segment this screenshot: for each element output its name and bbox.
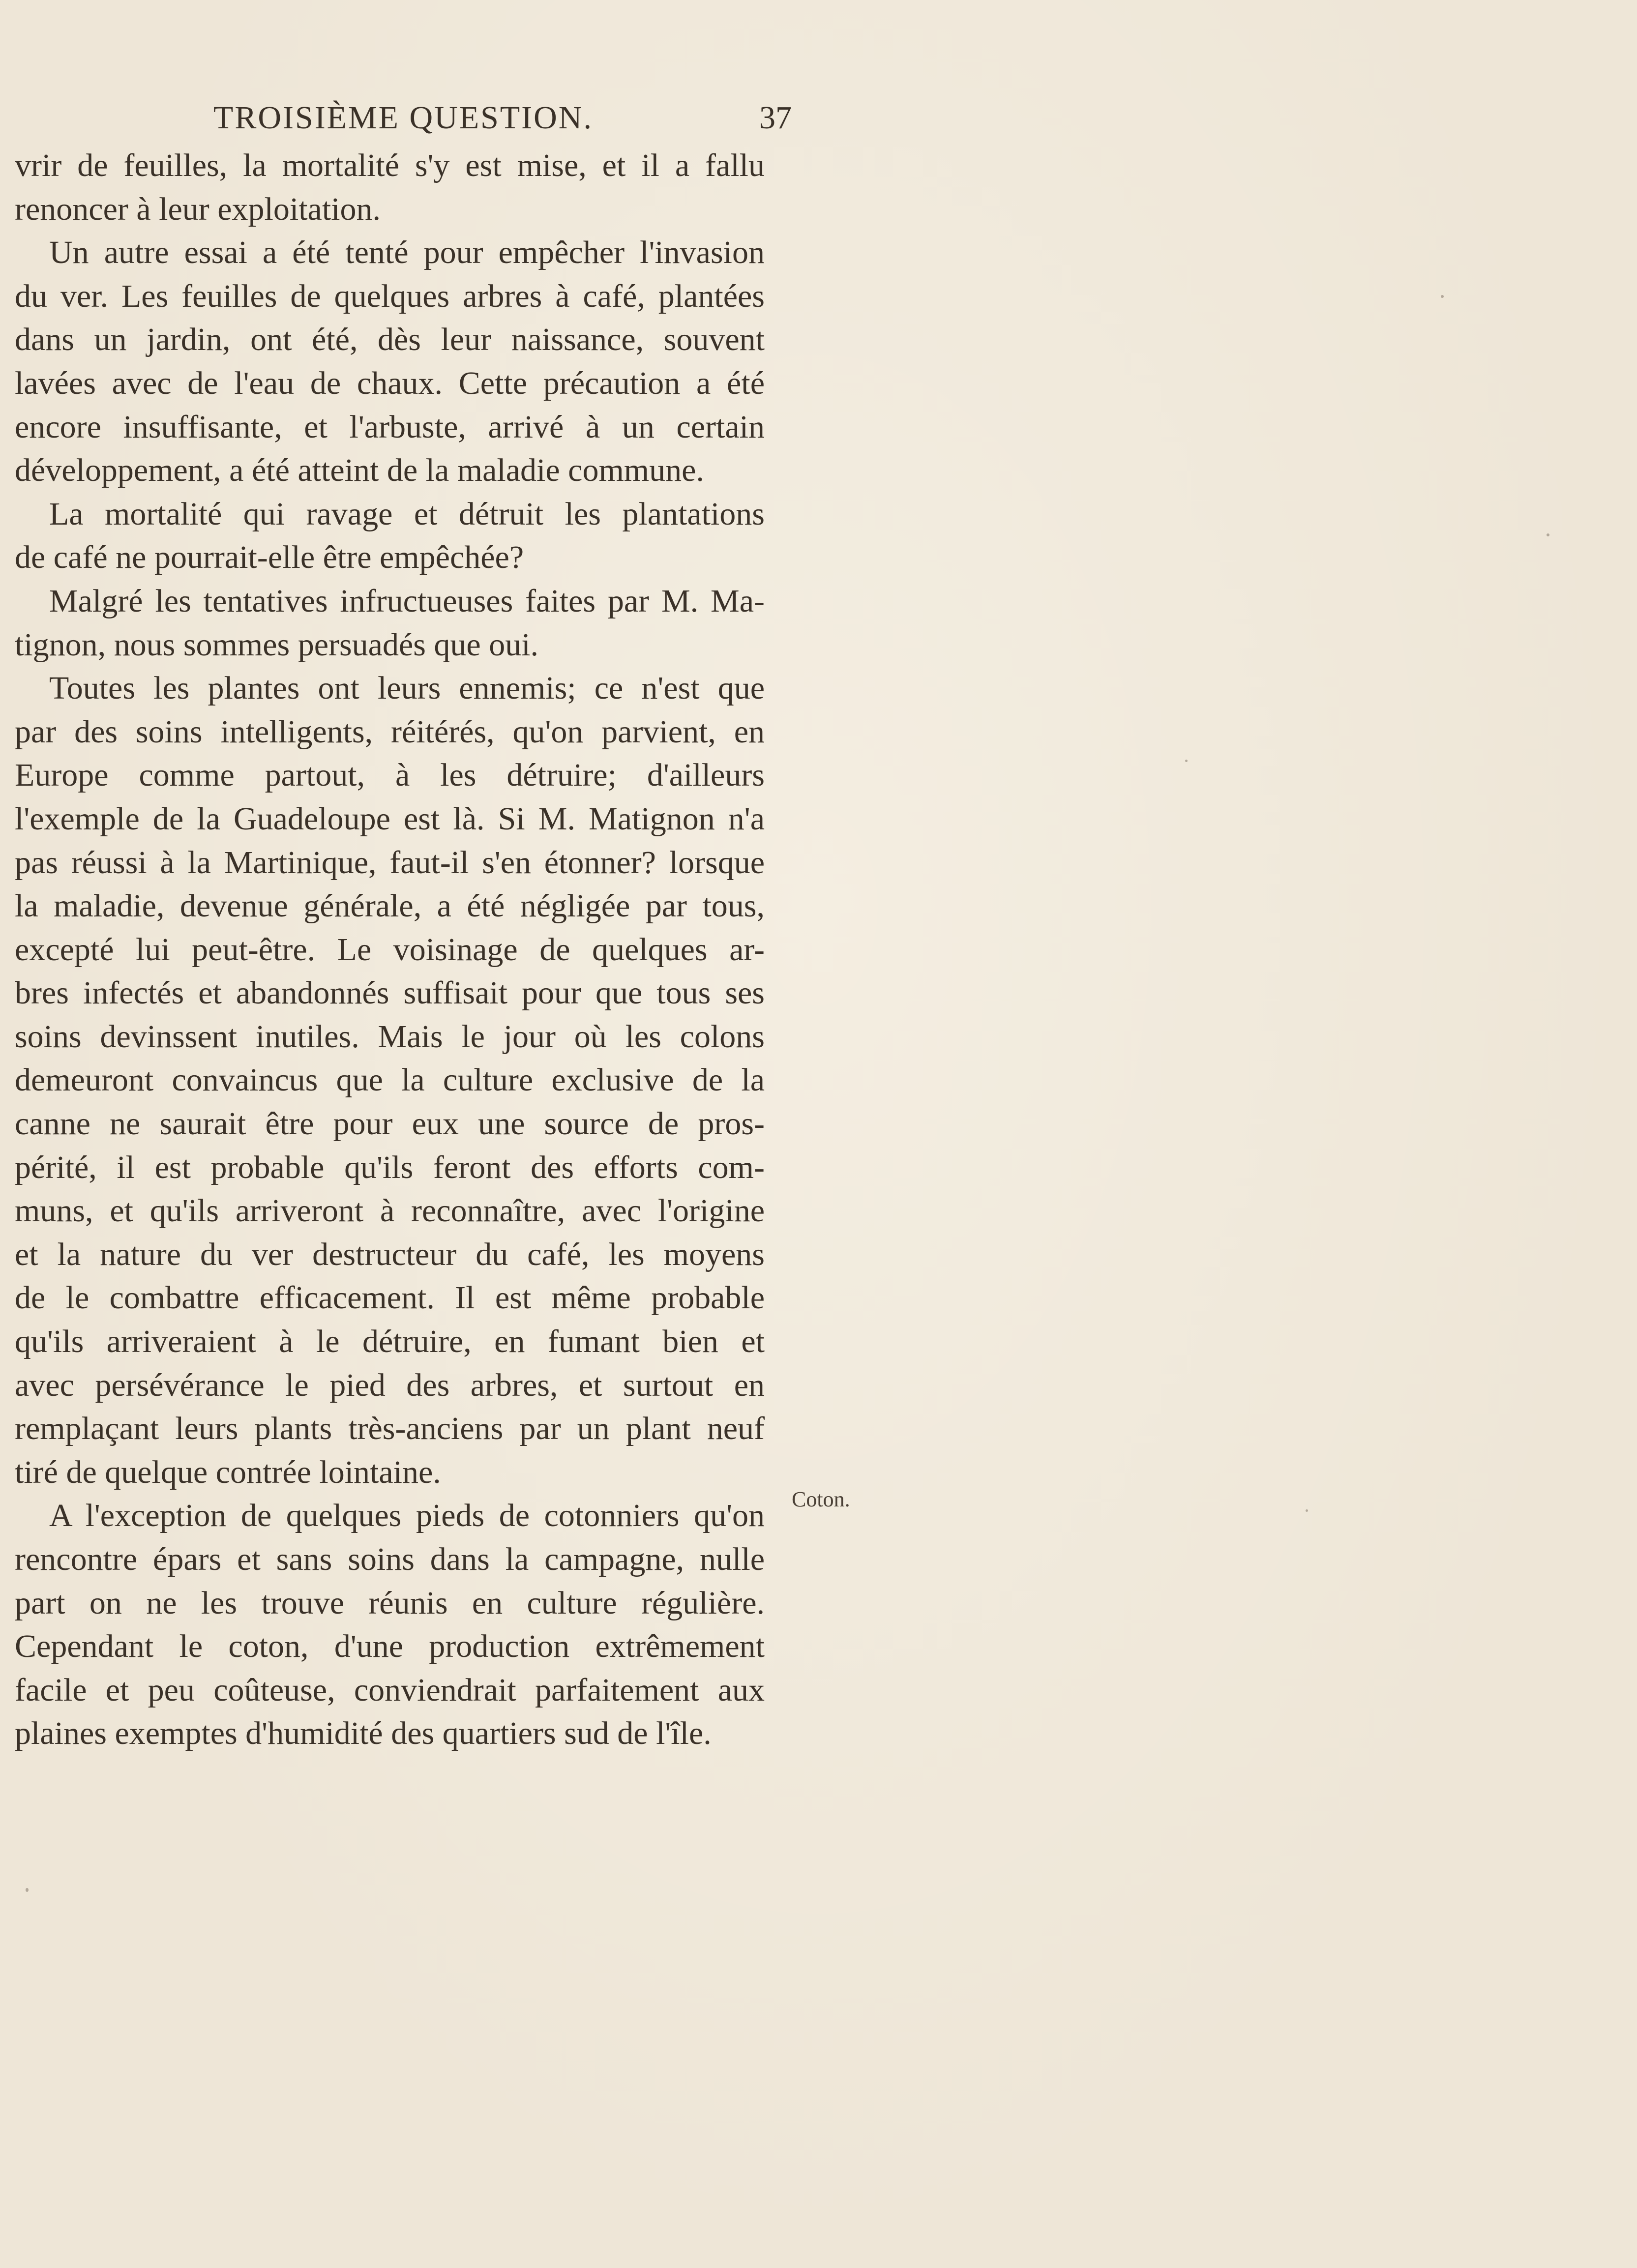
text-line: périté, il est probable qu'ils feront des efforts com- bbox=[15, 1149, 765, 1185]
text-line: bres infectés et abandonnés suffisait pour que tous ses bbox=[15, 975, 765, 1011]
text-line: tignon, nous sommes persuadés que oui. bbox=[15, 626, 539, 663]
text-line: renoncer à leur exploitation. bbox=[15, 191, 381, 227]
text-line: dans un jardin, ont été, dès leur naissance, souvent bbox=[15, 322, 765, 358]
text-line: la maladie, devenue générale, a été négligée par tous, bbox=[15, 888, 765, 924]
text-line: et la nature du ver destructeur du café, les moyens bbox=[15, 1236, 765, 1272]
paper-speck bbox=[1441, 295, 1444, 298]
text-line: facile et peu coûteuse, conviendrait parfaitement aux bbox=[15, 1672, 765, 1708]
text-line: La mortalité qui ravage et détruit les plantations bbox=[49, 496, 765, 532]
text-line: de le combattre efficacement. Il est même probable bbox=[15, 1280, 765, 1316]
text-line: muns, et qu'ils arriveront à reconnaître, avec l'origine bbox=[15, 1193, 765, 1229]
paper-speck bbox=[1547, 533, 1549, 536]
text-line: Malgré les tentatives infructueuses faites par M. Ma- bbox=[49, 583, 765, 619]
text-line: Toutes les plantes ont leurs ennemis; ce n'est que bbox=[49, 670, 765, 707]
text-line: avec persévérance le pied des arbres, et surtout en bbox=[15, 1367, 765, 1403]
text-line: développement, a été atteint de la maladie commune. bbox=[15, 452, 704, 489]
text-line: l'exemple de la Guadeloupe est là. Si M. Matignon n'a bbox=[15, 800, 765, 837]
body-text bbox=[15, 144, 765, 1756]
text-line: A l'exception de quelques pieds de cotonniers qu'on bbox=[49, 1498, 765, 1534]
text-line: du ver. Les feuilles de quelques arbres à café, plantées bbox=[15, 278, 765, 314]
text-line: Europe comme partout, à les détruire; d'ailleurs bbox=[15, 757, 765, 794]
marginal-note: Coton. bbox=[792, 1487, 850, 1511]
page-number: 37 bbox=[759, 100, 792, 136]
text-line: pas réussi à la Martinique, faut-il s'en étonner? lorsque bbox=[15, 844, 765, 881]
running-head bbox=[15, 96, 792, 140]
text-line: plaines exemptes d'humidité des quartiers sud de l'île. bbox=[15, 1715, 712, 1752]
running-title: TROISIÈME QUESTION. bbox=[213, 100, 593, 136]
text-line: de café ne pourrait-elle être empêchée? bbox=[15, 539, 524, 576]
text-line: encore insuffisante, et l'arbuste, arrivé à un certain bbox=[15, 409, 765, 445]
text-line: vrir de feuilles, la mortalité s'y est mise, et il a fallu bbox=[15, 147, 765, 183]
paper-speck bbox=[26, 1888, 29, 1892]
text-line: rencontre épars et sans soins dans la campagne, nulle bbox=[15, 1541, 765, 1577]
text-line: excepté lui peut-être. Le voisinage de quelques ar- bbox=[15, 931, 765, 968]
text-line: lavées avec de l'eau de chaux. Cette précaution a été bbox=[15, 365, 765, 401]
text-line: qu'ils arriveraient à le détruire, en fumant bien et bbox=[15, 1324, 765, 1360]
text-line: soins devinssent inutiles. Mais le jour où les colons bbox=[15, 1018, 765, 1055]
text-line: tiré de quelque contrée lointaine. bbox=[15, 1454, 441, 1490]
text-line: demeuront convaincus que la culture exclusive de la bbox=[15, 1062, 765, 1098]
text-line: Cependant le coton, d'une production extrêmement bbox=[15, 1628, 765, 1665]
paper-speck bbox=[1306, 1509, 1308, 1512]
paper-speck bbox=[1185, 760, 1188, 762]
text-line: canne ne saurait être pour eux une source de pros- bbox=[15, 1106, 765, 1142]
text-line: remplaçant leurs plants très-anciens par un plant neuf bbox=[15, 1411, 765, 1447]
text-line: par des soins intelligents, réitérés, qu'on parvient, en bbox=[15, 713, 765, 750]
text-line: part on ne les trouve réunis en culture régulière. bbox=[15, 1585, 765, 1621]
text-line: Un autre essai a été tenté pour empêcher l'invasion bbox=[49, 235, 765, 271]
